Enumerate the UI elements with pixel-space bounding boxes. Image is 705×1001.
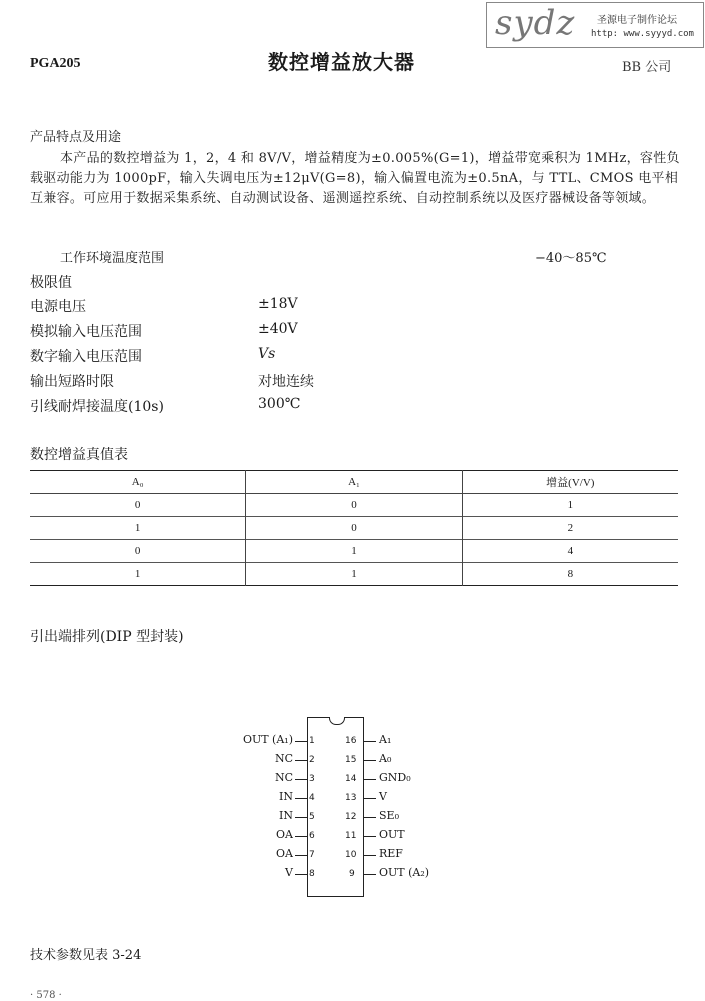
pin-number: 1 xyxy=(309,736,315,746)
pin-lead xyxy=(295,760,307,761)
limit-value: 300℃ xyxy=(258,396,301,412)
pin-label: OUT xyxy=(379,828,405,841)
pin-number: 2 xyxy=(309,755,315,765)
pin-right-12 xyxy=(345,809,485,827)
table-cell: 0 xyxy=(30,540,246,563)
column-header-a0: A₀ xyxy=(30,471,246,494)
pin-left-7 xyxy=(180,847,320,865)
limit-value: ±40V xyxy=(258,321,298,337)
table-cell: 1 xyxy=(246,563,462,586)
pin-lead xyxy=(364,798,376,799)
table-row xyxy=(30,540,678,563)
pin-right-9 xyxy=(345,866,485,884)
pin-left-6 xyxy=(180,828,320,846)
watermark-box xyxy=(486,2,704,48)
table-cell: 8 xyxy=(567,568,574,580)
pin-number: 16 xyxy=(345,736,357,746)
pin-left-1 xyxy=(180,733,320,751)
pin-label: OUT (A₂) xyxy=(379,866,430,879)
limit-row xyxy=(30,396,430,418)
watermark-url: http: www.syyyd.com xyxy=(591,29,694,39)
pin-right-16 xyxy=(345,733,485,751)
pin-number: 3 xyxy=(309,774,315,784)
table-cell: 1 xyxy=(567,499,574,511)
pin-number: 11 xyxy=(345,831,357,841)
pin-label: SE₀ xyxy=(379,809,399,822)
pin-number: 13 xyxy=(345,793,357,803)
pin-lead xyxy=(295,798,307,799)
pin-lead xyxy=(295,836,307,837)
pin-lead xyxy=(295,817,307,818)
pin-lead xyxy=(295,779,307,780)
pin-label: OA xyxy=(276,847,293,860)
pin-lead xyxy=(364,855,376,856)
limit-label: 输出短路时限 xyxy=(30,374,114,390)
pin-lead xyxy=(364,760,376,761)
pin-number: 12 xyxy=(345,812,357,822)
limit-label: 数字输入电压范围 xyxy=(30,349,142,365)
table-cell: 4 xyxy=(567,545,574,557)
table-header-row xyxy=(30,471,678,494)
table-cell: 0 xyxy=(246,517,462,540)
model-number: PGA205 xyxy=(30,56,81,71)
pin-number: 9 xyxy=(349,869,355,879)
pin-lead xyxy=(364,779,376,780)
pin-left-4 xyxy=(180,790,320,808)
page-title: 数控增益放大器 xyxy=(268,50,415,74)
limits-heading: 极限值 xyxy=(30,275,72,291)
pin-label: V xyxy=(285,866,293,879)
pin-lead xyxy=(295,874,307,875)
pin-number: 14 xyxy=(345,774,357,784)
footer-note: 技术参数见表 3-24 xyxy=(30,948,142,963)
table-row xyxy=(30,563,678,586)
truth-table-heading: 数控增益真值表 xyxy=(30,447,128,463)
table-row xyxy=(30,517,678,540)
pin-lead xyxy=(295,741,307,742)
table-row xyxy=(30,494,678,517)
pin-label: NC xyxy=(274,752,293,765)
table-cell: 1 xyxy=(30,563,246,586)
pin-label: OA xyxy=(276,828,293,841)
pin-left-5 xyxy=(180,809,320,827)
pinout-heading: 引出端排列(DIP 型封装) xyxy=(30,629,184,645)
limit-row xyxy=(30,296,430,318)
table-cell: 0 xyxy=(30,494,246,517)
pin-lead xyxy=(295,855,307,856)
pin-number: 6 xyxy=(309,831,315,841)
limit-value: 对地连续 xyxy=(258,374,314,390)
pin-left-3 xyxy=(180,771,320,789)
pin-right-11 xyxy=(345,828,485,846)
ic-orientation-notch xyxy=(329,717,345,725)
temperature-range-value: −40～85℃ xyxy=(535,251,607,266)
pin-right-14 xyxy=(345,771,485,789)
watermark-logo: sydz xyxy=(495,3,576,43)
truth-table xyxy=(30,470,678,586)
pin-label: V xyxy=(379,790,387,803)
table-cell: 1 xyxy=(30,517,246,540)
watermark-site-name: 圣源电子制作论坛 xyxy=(597,15,677,26)
pin-label: IN xyxy=(279,790,293,803)
pin-label: OUT (A₁) xyxy=(242,733,293,746)
pin-number: 8 xyxy=(309,869,315,879)
limit-value: Vs xyxy=(258,346,276,362)
pin-label: REF xyxy=(379,847,403,860)
limit-label: 电源电压 xyxy=(30,299,86,315)
limit-row xyxy=(30,371,430,393)
pin-left-2 xyxy=(180,752,320,770)
page-number: · 578 · xyxy=(30,990,62,1001)
column-header-gain: 增益(V/V) xyxy=(546,477,595,489)
pin-number: 4 xyxy=(309,793,315,803)
table-cell: 0 xyxy=(246,494,462,517)
pin-label: A₁ xyxy=(379,733,392,746)
pin-number: 10 xyxy=(345,850,357,860)
pin-lead xyxy=(364,741,376,742)
pin-number: 7 xyxy=(309,850,315,860)
pin-label: IN xyxy=(279,809,293,822)
pin-lead xyxy=(364,817,376,818)
pin-right-13 xyxy=(345,790,485,808)
limit-label: 引线耐焊接温度(10s) xyxy=(30,399,164,415)
pin-left-8 xyxy=(180,866,320,884)
pin-label: GND₀ xyxy=(379,771,411,784)
column-header-a1: A₁ xyxy=(246,471,462,494)
limit-label: 模拟输入电压范围 xyxy=(30,324,142,340)
features-paragraph: 本产品的数控增益为 1，2，4 和 8V/V，增益精度为±0.005%(G=1)，增益带宽乘积为 1MHz，容性负载驱动能力为 1000pF，输入失调电压为±12μV(G=8)，输入偏置电流为±0.5nA，与 TTL、CMOS 电平相互兼容。可应用于数据采集系统、自动测试设备、遥测遥控系统、自动控制系统以及医疗器械设备等领域。 xyxy=(30,151,680,206)
limit-row xyxy=(30,321,430,343)
pin-right-15 xyxy=(345,752,485,770)
features-heading: 产品特点及用途 xyxy=(30,130,122,145)
table-cell: 1 xyxy=(246,540,462,563)
pin-label: NC xyxy=(274,771,293,784)
limit-value: ±18V xyxy=(258,296,298,312)
limit-row xyxy=(30,346,430,368)
pin-number: 5 xyxy=(309,812,315,822)
company-name: BB 公司 xyxy=(622,60,672,75)
pin-right-10 xyxy=(345,847,485,865)
pin-lead xyxy=(364,874,376,875)
table-cell: 2 xyxy=(567,522,574,534)
pin-lead xyxy=(364,836,376,837)
temperature-range-label: 工作环境温度范围 xyxy=(60,251,165,266)
pin-number: 15 xyxy=(345,755,357,765)
pin-label: A₀ xyxy=(379,752,392,765)
